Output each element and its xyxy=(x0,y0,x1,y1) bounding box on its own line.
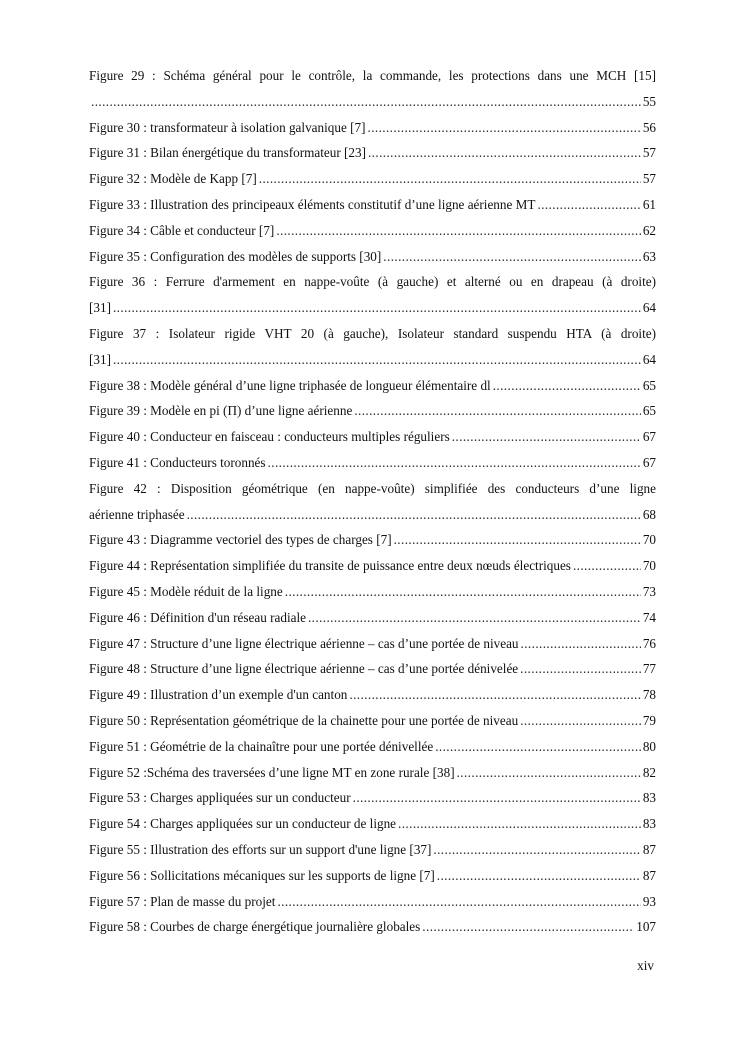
list-of-figures xyxy=(89,63,656,940)
toc-entry-title: Figure 44 : Représentation simplifiée du transite de puissance entre deux nœuds électriques xyxy=(89,558,571,574)
toc-page-number: 67 xyxy=(642,429,656,445)
toc-entry-title: Figure 53 : Charges appliquées sur un conducteur xyxy=(89,790,351,806)
toc-entry-title: Figure 29 : Schéma général pour le contrôle, la commande, les protections dans une MCH [15] xyxy=(89,68,656,83)
dot-leader xyxy=(437,863,641,889)
toc-page-number: 68 xyxy=(642,506,656,522)
toc-entry[interactable] xyxy=(89,914,656,940)
toc-entry[interactable] xyxy=(89,347,656,373)
toc-entry[interactable] xyxy=(89,527,656,553)
dot-leader xyxy=(493,373,641,399)
toc-entry-title: Figure 36 : Ferrure d'armement en nappe-voûte (à gauche) et alterné ou en drapeau (à droite) xyxy=(89,274,656,290)
toc-entry-title: Figure 47 : Structure d’une ligne électrique aérienne – cas d’une portée de niveau xyxy=(89,635,519,651)
toc-entry-title: Figure 51 : Géométrie de la chainaître pour une portée dénivellée xyxy=(89,738,434,754)
toc-page-number: 63 xyxy=(642,248,656,264)
toc-page-number: 70 xyxy=(642,558,656,574)
dot-leader xyxy=(457,760,641,786)
toc-entry-title: Figure 52 :Schéma des traversées d’une ligne MT en zone rurale [38] xyxy=(89,764,455,780)
toc-entry-title: Figure 37 : Isolateur rigide VHT 20 (à gauche), Isolateur standard suspendu HTA (à droite) xyxy=(89,325,656,341)
toc-page-number: 107 xyxy=(636,919,656,935)
toc-entry-title: Figure 41 : Conducteurs toronnés xyxy=(89,454,266,470)
toc-page-number: 93 xyxy=(642,893,656,909)
dot-leader xyxy=(520,708,641,734)
toc-entry-title: Figure 54 : Charges appliquées sur un conducteur de ligne xyxy=(89,816,397,832)
toc-entry[interactable] xyxy=(89,579,656,605)
toc-entry[interactable] xyxy=(89,398,656,424)
toc-entry[interactable] xyxy=(89,424,656,450)
toc-entry-title: Figure 38 : Modèle général d’une ligne triphasée de longueur élémentaire dl xyxy=(89,377,491,393)
toc-page-number: 83 xyxy=(642,816,656,832)
toc-entry-title: Figure 42 : Disposition géométrique (en nappe-voûte) simplifiée des conducteurs d’une ligne xyxy=(89,480,656,496)
toc-entry-title: [31] xyxy=(89,351,111,367)
dot-leader xyxy=(435,734,641,760)
toc-entry-title: Figure 32 : Modèle de Kapp [7] xyxy=(89,171,257,187)
toc-page-number: 57 xyxy=(642,171,656,187)
toc-page-number: 62 xyxy=(642,222,656,238)
toc-entry[interactable] xyxy=(89,502,656,528)
toc-entry[interactable] xyxy=(89,760,656,786)
toc-page-number: 73 xyxy=(642,583,656,599)
page-number: xiv xyxy=(637,958,654,973)
dot-leader xyxy=(573,553,641,579)
toc-entry-title: Figure 33 : Illustration des principeaux éléments constitutif d’une ligne aérienne MT xyxy=(89,196,536,212)
toc-entry[interactable] xyxy=(89,244,656,270)
toc-entry[interactable] xyxy=(89,89,656,115)
toc-page-number: 87 xyxy=(642,867,656,883)
toc-page-number: 82 xyxy=(642,764,656,780)
toc-entry-first-line xyxy=(89,476,656,502)
dot-leader xyxy=(113,347,641,373)
toc-entry[interactable] xyxy=(89,863,656,889)
toc-page-number: 87 xyxy=(642,841,656,857)
toc-entry[interactable] xyxy=(89,708,656,734)
toc-entry[interactable] xyxy=(89,837,656,863)
dot-leader xyxy=(276,218,641,244)
toc-entry-title: Figure 39 : Modèle en pi (Π) d’une ligne aérienne xyxy=(89,403,353,419)
toc-entry[interactable] xyxy=(89,889,656,915)
dot-leader xyxy=(259,166,641,192)
toc-entry[interactable] xyxy=(89,166,656,192)
toc-entry[interactable] xyxy=(89,115,656,141)
toc-entry[interactable] xyxy=(89,811,656,837)
dot-leader xyxy=(277,889,640,915)
dot-leader xyxy=(422,914,634,940)
toc-entry[interactable] xyxy=(89,656,656,682)
toc-entry-title: Figure 31 : Bilan énergétique du transformateur [23] xyxy=(89,145,366,161)
toc-page-number: 56 xyxy=(642,119,656,135)
toc-entry[interactable] xyxy=(89,682,656,708)
toc-entry-title: Figure 45 : Modèle réduit de la ligne xyxy=(89,583,283,599)
toc-page-number: 64 xyxy=(642,300,656,316)
toc-page-number: 78 xyxy=(642,687,656,703)
dot-leader xyxy=(521,631,641,657)
toc-entry-title: Figure 58 : Courbes de charge énergétique journalière globales xyxy=(89,919,421,935)
dot-leader xyxy=(394,527,641,553)
toc-entry-title: Figure 56 : Sollicitations mécaniques sur les supports de ligne [7] xyxy=(89,867,435,883)
toc-page-number: 83 xyxy=(642,790,656,806)
dot-leader xyxy=(452,424,641,450)
toc-entry-title: Figure 34 : Câble et conducteur [7] xyxy=(89,222,275,238)
toc-entry-first-line xyxy=(89,321,656,347)
toc-entry-title: Figure 50 : Représentation géométrique de la chainette pour une portée de niveau xyxy=(89,712,519,728)
dot-leader xyxy=(383,244,641,270)
toc-entry-title: Figure 40 : Conducteur en faisceau : conducteurs multiples réguliers xyxy=(89,429,450,445)
toc-entry[interactable] xyxy=(89,140,656,166)
dot-leader xyxy=(353,785,641,811)
toc-entry[interactable] xyxy=(89,450,656,476)
dot-leader xyxy=(368,115,641,141)
dot-leader xyxy=(349,682,640,708)
toc-entry[interactable] xyxy=(89,218,656,244)
toc-entry-title: Figure 43 : Diagramme vectoriel des types de charges [7] xyxy=(89,532,392,548)
toc-entry[interactable] xyxy=(89,295,656,321)
dot-leader xyxy=(354,398,641,424)
toc-entry-title: Figure 55 : Illustration des efforts sur un support d'une ligne [37] xyxy=(89,841,432,857)
toc-page-number: 79 xyxy=(642,712,656,728)
dot-leader xyxy=(285,579,641,605)
toc-entry[interactable] xyxy=(89,192,656,218)
toc-entry-title: [31] xyxy=(89,300,111,316)
dot-leader xyxy=(91,89,641,115)
toc-entry-title: Figure 48 : Structure d’une ligne électrique aérienne – cas d’une portée dénivelée xyxy=(89,661,519,677)
dot-leader xyxy=(308,605,641,631)
dot-leader xyxy=(398,811,641,837)
toc-entry[interactable] xyxy=(89,631,656,657)
toc-page-number: 64 xyxy=(642,351,656,367)
toc-entry[interactable] xyxy=(89,373,656,399)
toc-entry[interactable] xyxy=(89,605,656,631)
toc-page-number: 70 xyxy=(642,532,656,548)
toc-page-number: 67 xyxy=(642,454,656,470)
toc-entry[interactable] xyxy=(89,553,656,579)
toc-entry-title: Figure 49 : Illustration d’un exemple d'un canton xyxy=(89,687,348,703)
dot-leader xyxy=(187,502,641,528)
toc-entry-first-line xyxy=(89,269,656,295)
toc-page-number: 77 xyxy=(642,661,656,677)
dot-leader xyxy=(113,295,641,321)
toc-page-number: 74 xyxy=(642,609,656,625)
dot-leader xyxy=(537,192,640,218)
toc-entry-title: aérienne triphasée xyxy=(89,506,185,522)
toc-entry-first-line xyxy=(89,63,656,89)
toc-page-number: 65 xyxy=(642,377,656,393)
dot-leader xyxy=(520,656,641,682)
toc-page-number: 65 xyxy=(642,403,656,419)
toc-page-number: 80 xyxy=(642,738,656,754)
toc-entry-title: Figure 30 : transformateur à isolation galvanique [7] xyxy=(89,119,366,135)
toc-entry[interactable] xyxy=(89,785,656,811)
toc-entry[interactable] xyxy=(89,734,656,760)
toc-entry-title: Figure 57 : Plan de masse du projet xyxy=(89,893,276,909)
dot-leader xyxy=(433,837,640,863)
toc-entry-title: Figure 35 : Configuration des modèles de supports [30] xyxy=(89,248,382,264)
toc-page-number: 57 xyxy=(642,145,656,161)
toc-page-number: 61 xyxy=(642,196,656,212)
toc-page-number: 55 xyxy=(642,93,656,109)
toc-page-number: 76 xyxy=(642,635,656,651)
toc-entry-title: Figure 46 : Définition d'un réseau radiale xyxy=(89,609,306,625)
dot-leader xyxy=(268,450,641,476)
dot-leader xyxy=(368,140,641,166)
